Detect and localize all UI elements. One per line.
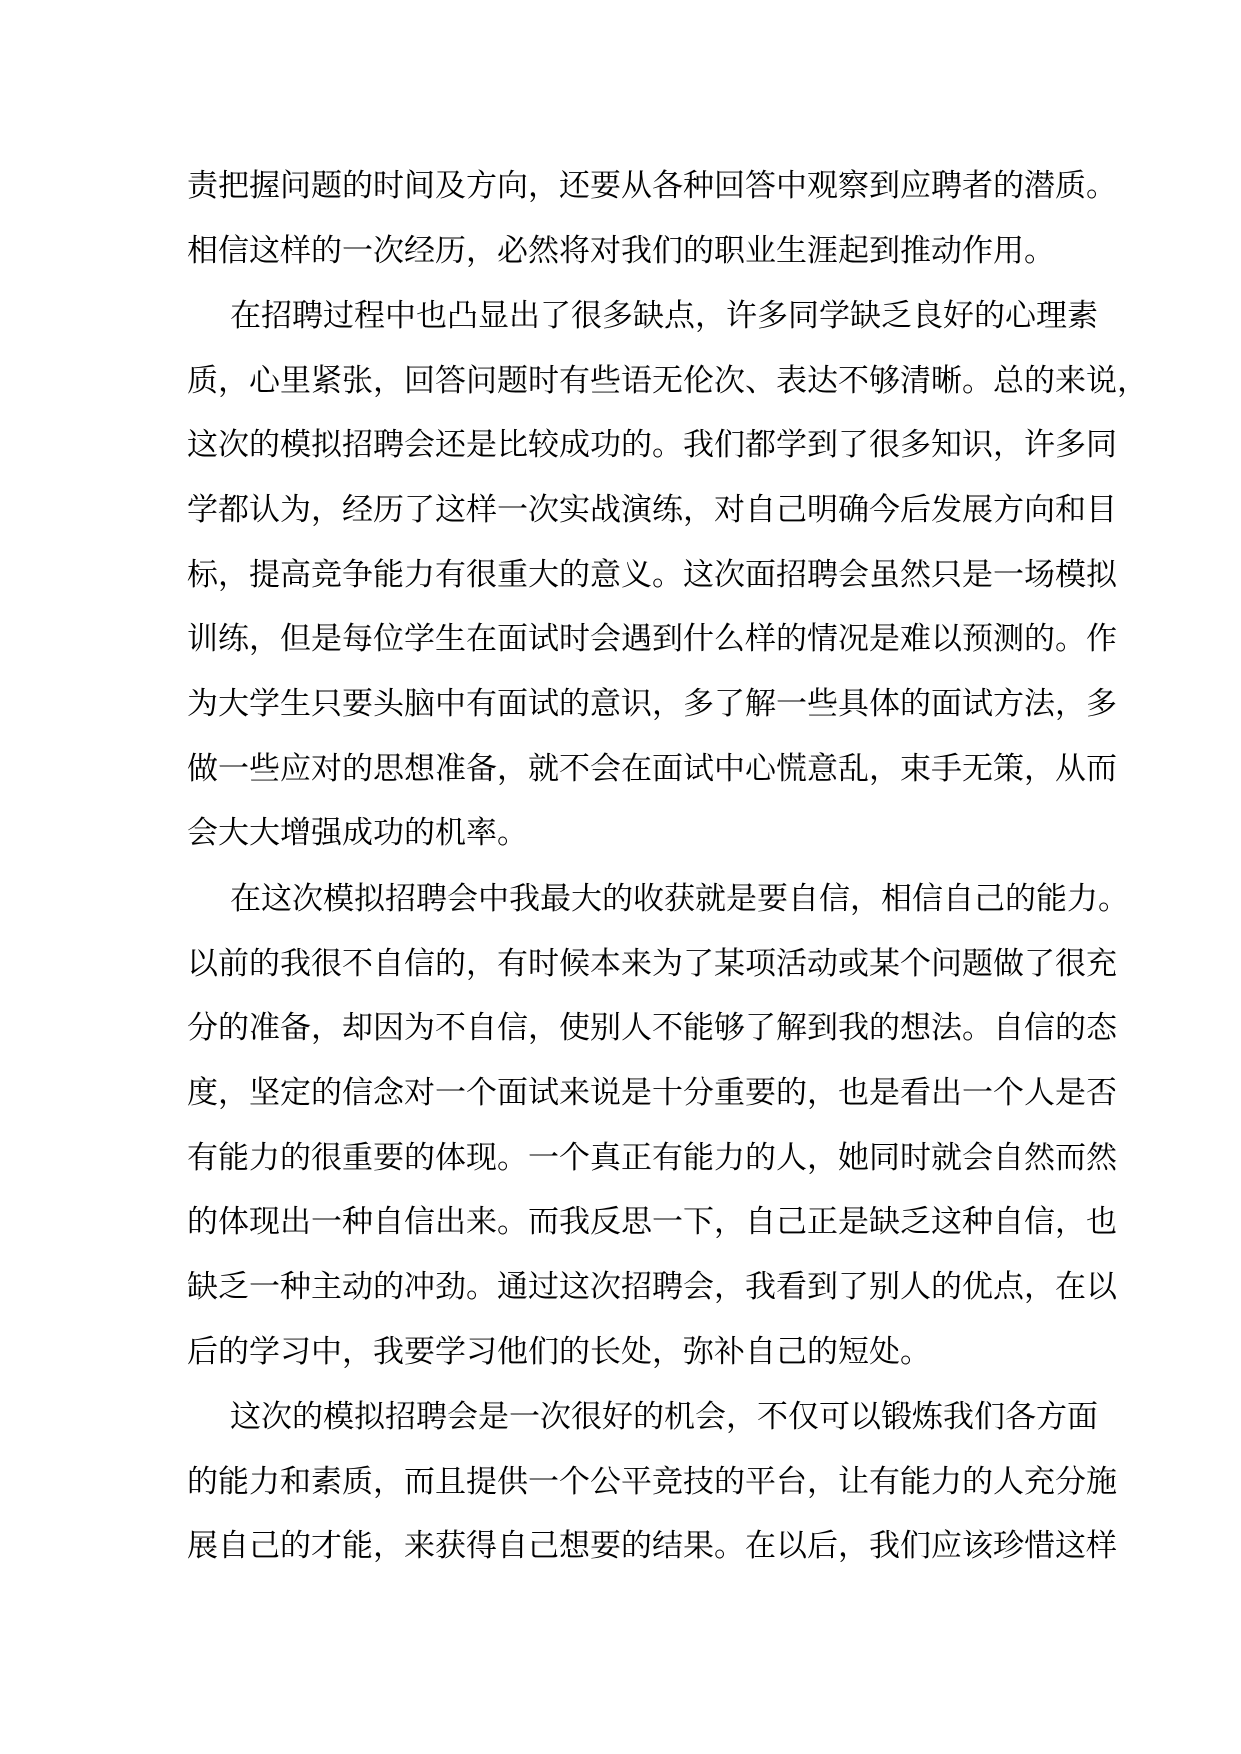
text-line: 这次的模拟招聘会还是比较成功的。我们都学到了很多知识，许多同: [187, 427, 1117, 463]
text-line: 展自己的才能，来获得自己想要的结果。在以后，我们应该珍惜这样: [187, 1528, 1117, 1564]
text-line: 分的准备，却因为不自信，使别人不能够了解到我的想法。自信的态: [187, 1010, 1117, 1046]
text-line: 为大学生只要头脑中有面试的意识，多了解一些具体的面试方法，多: [187, 686, 1117, 722]
paragraph-first-line: 这次的模拟招聘会是一次很好的机会，不仅可以锻炼我们各方面: [230, 1399, 1098, 1435]
paragraph-first-line: 在招聘过程中也凸显出了很多缺点，许多同学缺乏良好的心理素: [230, 298, 1098, 334]
text-line: 后的学习中，我要学习他们的长处，弥补自己的短处。: [187, 1334, 931, 1370]
text-line: 以前的我很不自信的，有时候本来为了某项活动或某个问题做了很充: [187, 946, 1117, 982]
text-line: 的体现出一种自信出来。而我反思一下，自己正是缺乏这种自信，也: [187, 1204, 1117, 1240]
text-line: 标，提高竞争能力有很重大的意义。这次面招聘会虽然只是一场模拟: [187, 557, 1117, 593]
text-line: 责把握问题的时间及方向，还要从各种回答中观察到应聘者的潜质。: [187, 168, 1117, 204]
text-line: 的能力和素质，而且提供一个公平竞技的平台，让有能力的人充分施: [187, 1464, 1117, 1500]
text-line: 质，心里紧张，回答问题时有些语无伦次、表达不够清晰。总的来说，: [187, 363, 1148, 399]
text-line: 学都认为，经历了这样一次实战演练，对自己明确今后发展方向和目: [187, 492, 1117, 528]
text-line: 有能力的很重要的体现。一个真正有能力的人，她同时就会自然而然: [187, 1140, 1117, 1176]
text-line: 缺乏一种主动的冲劲。通过这次招聘会，我看到了别人的优点，在以: [187, 1269, 1117, 1305]
text-line: 度，坚定的信念对一个面试来说是十分重要的，也是看出一个人是否: [187, 1075, 1117, 1111]
text-line: 做一些应对的思想准备，就不会在面试中心慌意乱，束手无策，从而: [187, 751, 1117, 787]
text-line: 训练，但是每位学生在面试时会遇到什么样的情况是难以预测的。作: [187, 621, 1117, 657]
text-line: 会大大增强成功的机率。: [187, 815, 528, 851]
text-line: 相信这样的一次经历，必然将对我们的职业生涯起到推动作用。: [187, 233, 1055, 269]
paragraph-first-line: 在这次模拟招聘会中我最大的收获就是要自信，相信自己的能力。: [230, 881, 1129, 917]
